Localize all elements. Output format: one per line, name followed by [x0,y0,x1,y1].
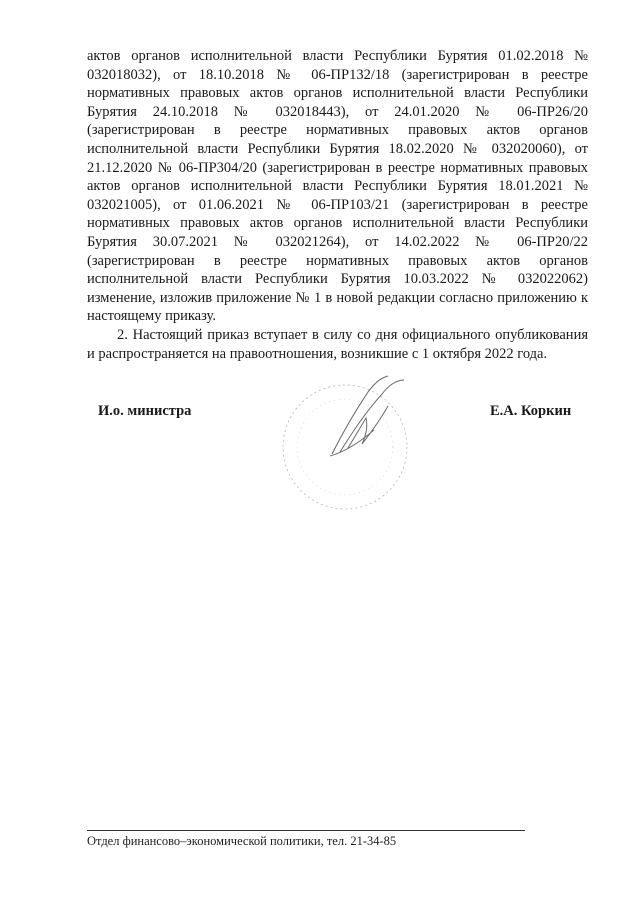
paragraph-effective-date: 2. Настоящий приказ вступает в силу со дня официального опубликования и распространяется на правоотношения, возникшие с 1 октября 2022 года. [87,326,588,362]
footer-divider [87,830,525,831]
stamp-circle [283,385,407,509]
footer-department: Отдел финансово–экономической политики, тел. 21-34-85 [87,834,397,848]
signatory-name: Е.А. Коркин [490,403,572,419]
signatory-position: И.о. министра [98,403,192,419]
signature-stroke [332,376,388,454]
stamp-inner-circle [297,399,393,495]
signature-stroke [348,406,388,448]
signature-stamp-icon [270,372,430,522]
paragraph-amendments: актов органов исполнительной власти Республики Бурятия 01.02.2018 № 032018032), от 18.10.2018 № 06-ПР132/18 (зарегистрирован в реестре нормативных правовых актов органов исполнительной власти Республики Бурятия 24.10.2018 № 032018443), от 24.01.2020 № 06-ПР26/20 (зарегистрирован в реестре нормативных правовых актов органов исполнительной власти Республики Бурятия 18.02.2020 № 032020060), от 21.12.2020 № 06-ПР304/20 (зарегистрирован в реестре нормативных правовых актов органов исполнительной власти Республики Бурятия 18.01.2021 № 032021005), от 01.06.2021 № 06-ПР103/21 (зарегистрирован в реестре нормативных правовых актов органов исполнительной власти Республики Бурятия 30.07.2021 № 032021264), от 14.02.2022 № 06-ПР20/22 (зарегистрирован в реестре нормативных правовых актов органов исполнительной власти Республики Бурятия 10.03.2022 № 032022062) изменение, изложив приложение № 1 в новой редакции согласно приложению к настоящему приказу. [87,48,588,325]
document-body [87,47,588,363]
signature-stroke [340,380,404,452]
